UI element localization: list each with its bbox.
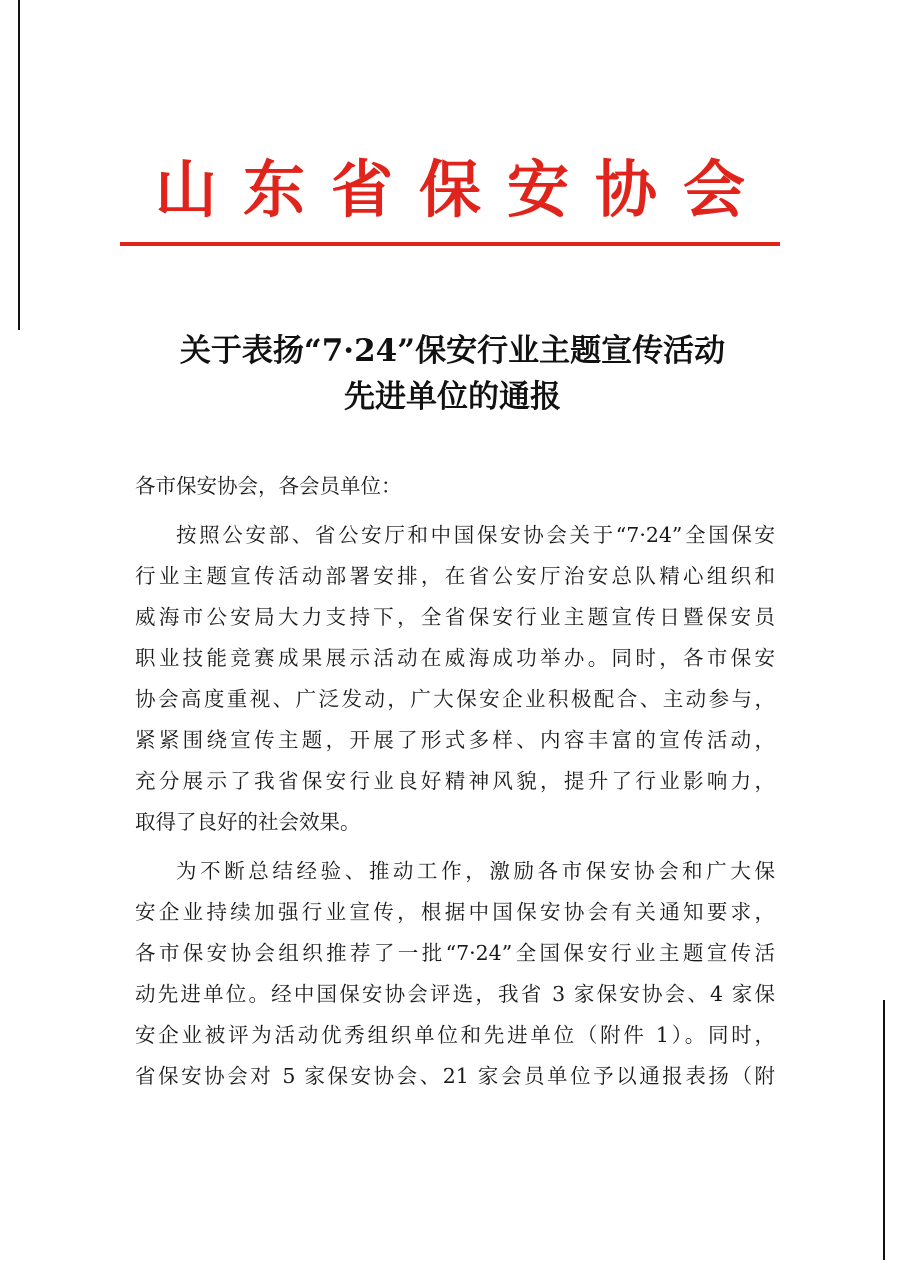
paragraph2-line: 省保安协会对 5 家保安协会、21 家会员单位予以通报表扬（附: [135, 1064, 775, 1088]
document-title-line2: 先进单位的通报: [344, 379, 561, 415]
letterhead-org-name: 山东省保安协会: [154, 153, 771, 226]
salutation: 各市保安协会，各会员单位：: [135, 474, 402, 498]
paragraph1-line: 职业技能竞赛成果展示活动在威海成功举办。同时，各市保安: [135, 646, 775, 670]
document-title-line1: 关于表扬“7·24”保安行业主题宣传活动: [179, 333, 726, 369]
paragraph1-line: 充分展示了我省保安行业良好精神风貌，提升了行业影响力，: [135, 769, 775, 793]
paragraph2-line: 各市保安协会组织推荐了一批“7·24”全国保安行业主题宣传活: [135, 941, 775, 965]
paragraph2-line: 安企业持续加强行业宣传，根据中国保安协会有关通知要求，: [135, 900, 775, 924]
paragraph1-line: 紧紧围绕宣传主题，开展了形式多样、内容丰富的宣传活动，: [135, 728, 775, 752]
letterhead-red-rule: [120, 242, 780, 246]
paragraph1-line: 协会高度重视、广泛发动，广大保安企业积极配合、主动参与，: [135, 687, 775, 711]
paragraph1-line: 威海市公安局大力支持下，全省保安行业主题宣传日暨保安员: [135, 605, 775, 629]
document-title: [80, 328, 825, 420]
paragraph1-line: 按照公安部、省公安厅和中国保安协会关于“7·24”全国保安: [176, 523, 775, 547]
document-body: [135, 466, 775, 1097]
paragraph1-line: 行业主题宣传活动部署安排，在省公安厅治安总队精心组织和: [135, 564, 775, 588]
scan-edge-left: [18, 0, 20, 330]
paragraph2-line: 安企业被评为活动优秀组织单位和先进单位（附件 1）。同时，: [135, 1023, 775, 1047]
paragraph1-line: 取得了良好的社会效果。: [135, 810, 361, 834]
paragraph2-line: 动先进单位。经中国保安协会评选，我省 3 家保安协会、4 家保: [135, 982, 775, 1006]
scan-edge-right: [883, 1000, 885, 1260]
paragraph2-line: 为不断总结经验、推动工作，激励各市保安协会和广大保: [176, 859, 775, 883]
